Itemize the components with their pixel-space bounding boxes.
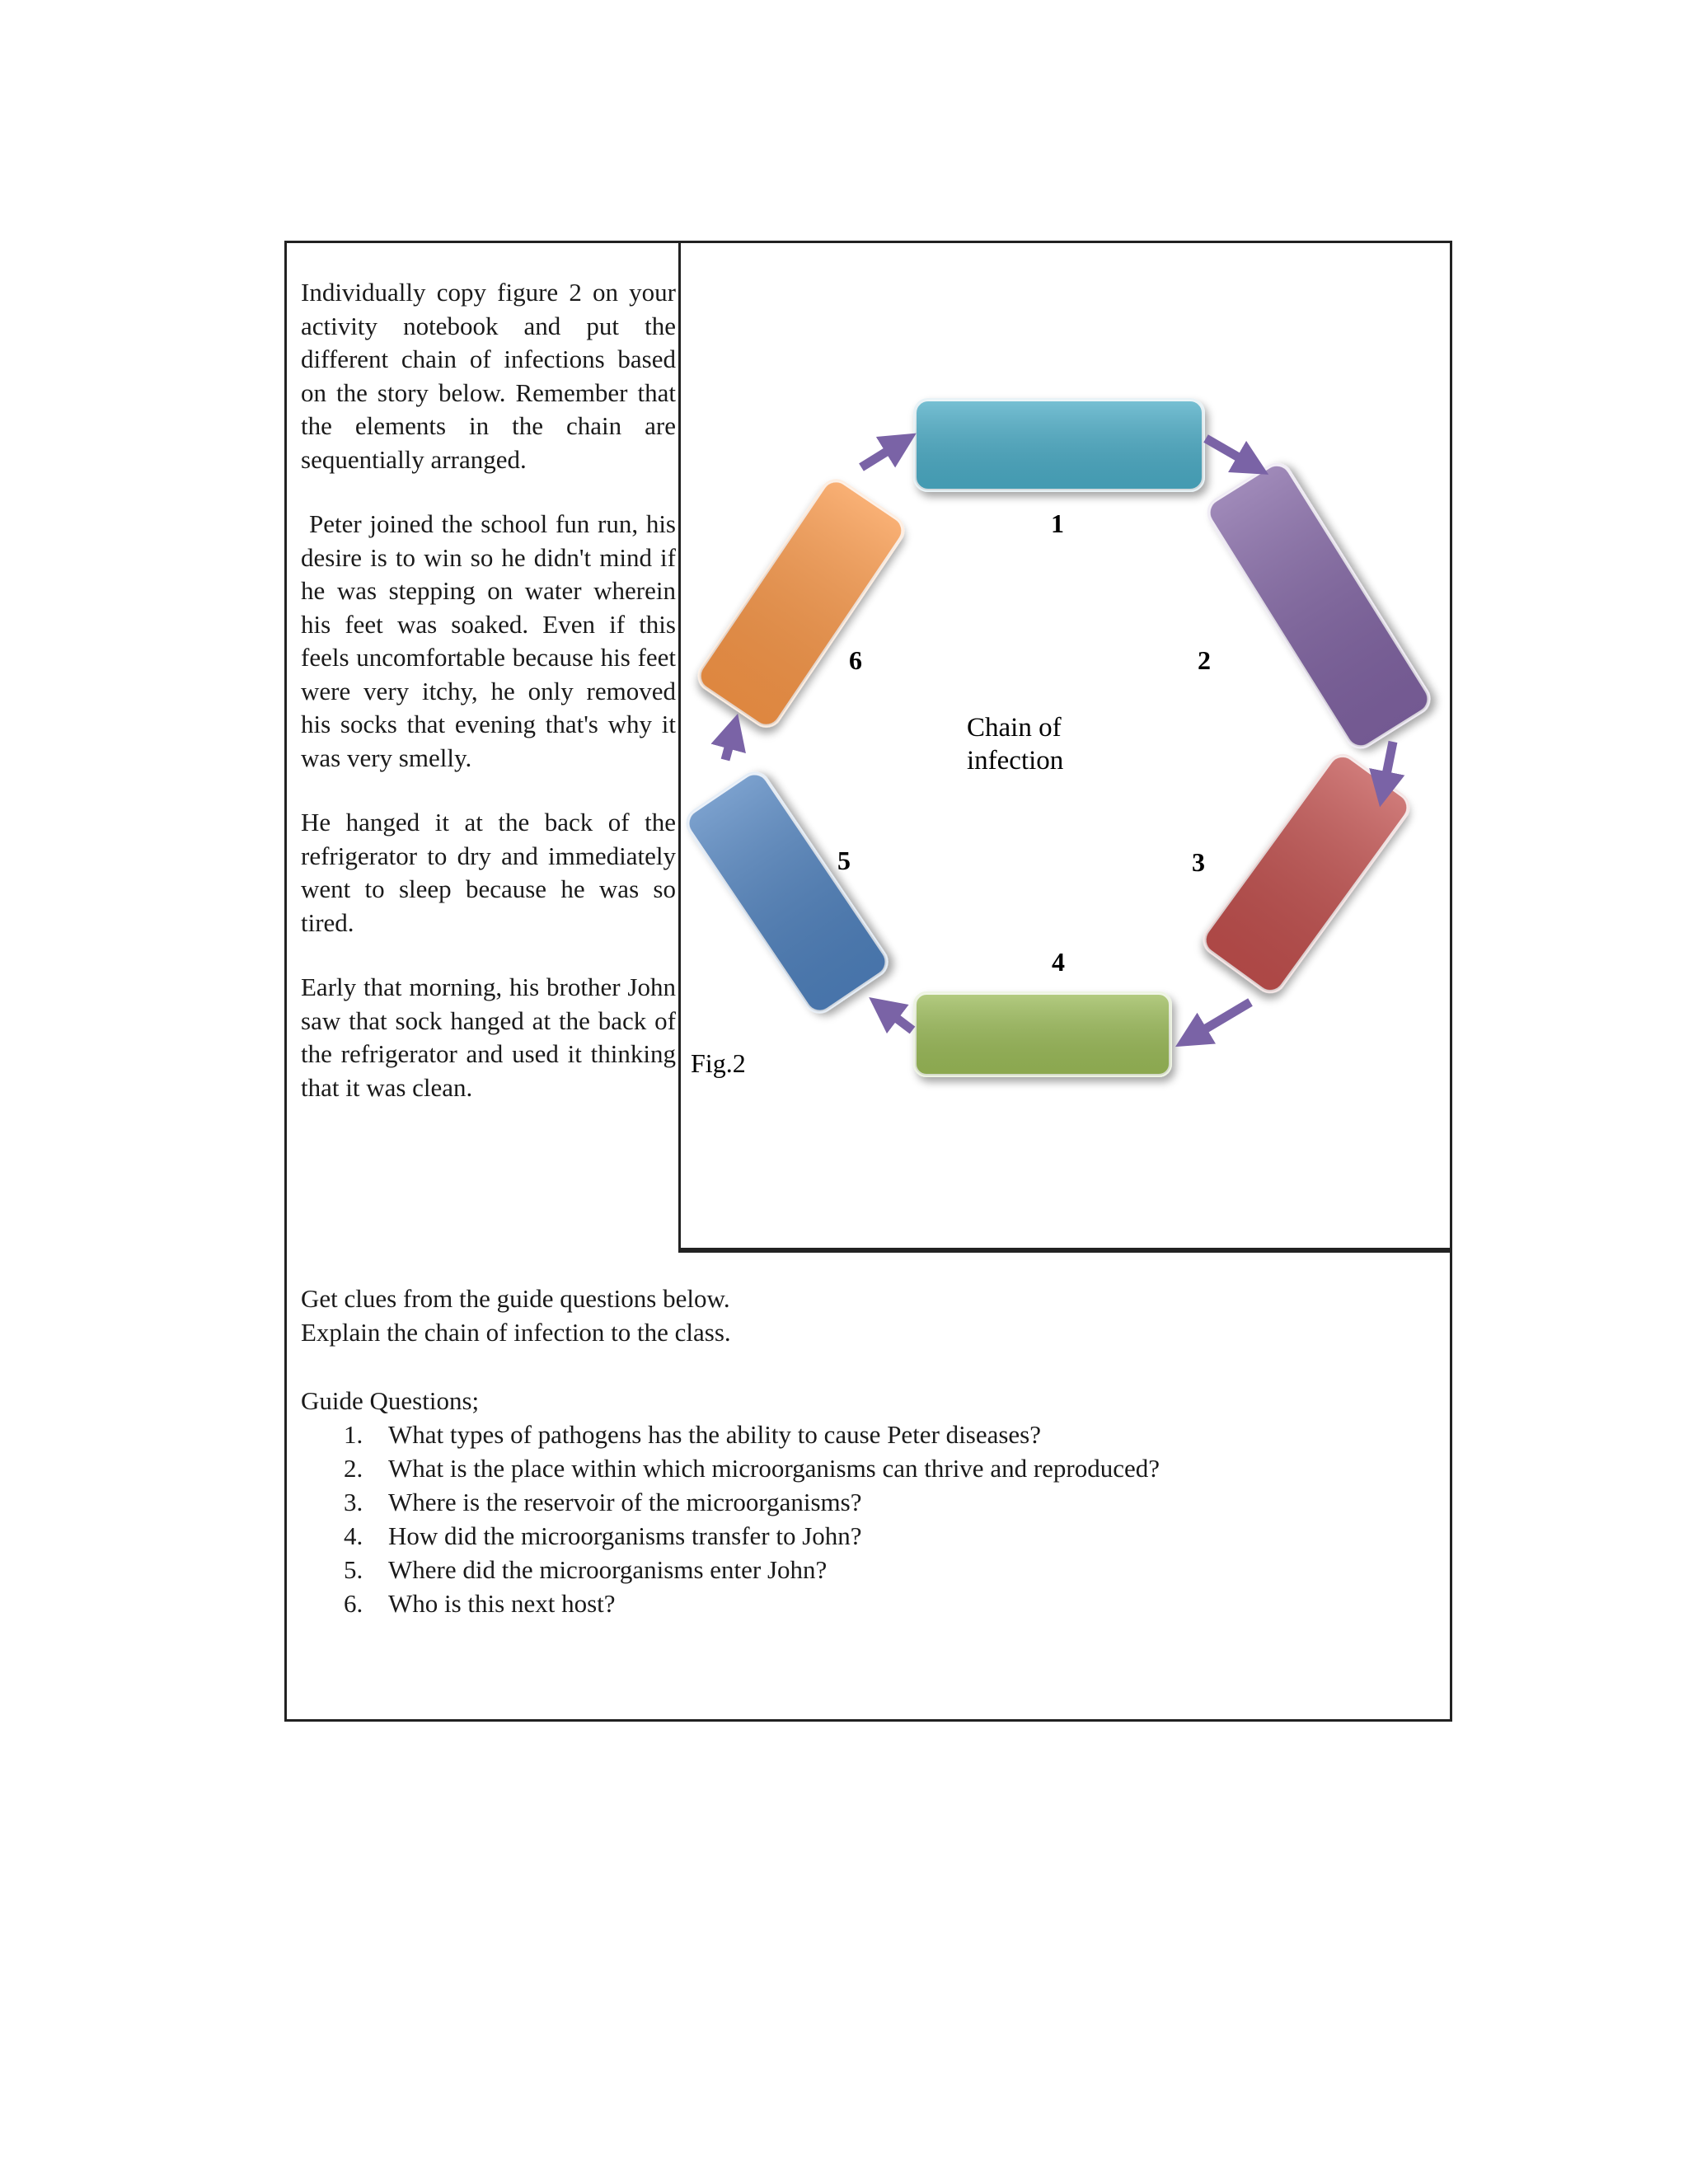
question-text: What is the place within which microorganisms can thrive and reproduced?: [388, 1454, 1160, 1483]
spacer: [301, 1349, 1414, 1384]
chain-box-6: [694, 475, 909, 731]
box-number-4: 4: [1052, 947, 1065, 977]
arrow-1-to-2: [1206, 438, 1254, 466]
question-number: 6.: [344, 1589, 363, 1618]
guide-questions-list: [301, 1418, 1414, 1620]
question-text: Who is this next host?: [388, 1589, 616, 1618]
chain-box-4: [915, 993, 1170, 1076]
story-paragraph-2: He hanged it at the back of the refrigerator to dry and immediately went to sleep because he was so tired.: [301, 808, 676, 937]
question-number: 4.: [344, 1521, 363, 1550]
arrow-4-to-5: [882, 1007, 912, 1030]
box-number-2: 2: [1198, 645, 1211, 675]
box-number-3: 3: [1192, 847, 1205, 877]
guide-question: [344, 1418, 1414, 1451]
diagram-center-label-line2: infection: [967, 746, 1064, 776]
guide-question: [344, 1553, 1414, 1586]
box-number-1: 1: [1051, 509, 1064, 538]
diagram-center-label-line1: Chain of: [967, 713, 1062, 743]
guide-question: [344, 1519, 1414, 1553]
question-number: 3.: [344, 1488, 363, 1516]
guide-question: [344, 1485, 1414, 1519]
chain-box-1: [915, 400, 1203, 490]
instructions-paragraph: Individually copy figure 2 on your activity notebook and put the different chain of infections based on the story below. Remember that the elements in the chain are sequentially arranged.: [301, 278, 676, 474]
guide-heading: Guide Questions;: [301, 1386, 480, 1415]
chain-box-2: [1203, 459, 1434, 752]
box-number-6: 6: [849, 645, 862, 675]
guide-question: [344, 1586, 1414, 1620]
arrow-3-to-4: [1189, 1002, 1250, 1038]
prompt-line-1: Get clues from the guide questions below.: [301, 1284, 730, 1313]
arrow-6-to-1: [861, 442, 903, 467]
question-number: 5.: [344, 1555, 363, 1584]
question-text: Where is the reservoir of the microorganisms?: [388, 1488, 862, 1516]
figure-label: Fig.2: [691, 1048, 746, 1078]
question-number: 2.: [344, 1454, 363, 1483]
bottom-section: [301, 1282, 1414, 1620]
arrow-5-to-6: [725, 729, 734, 760]
guide-question: [344, 1451, 1414, 1485]
question-text: What types of pathogens has the ability to cause Peter diseases?: [388, 1420, 1041, 1449]
box-number-5: 5: [837, 846, 851, 875]
question-text: How did the microorganisms transfer to John?: [388, 1521, 862, 1550]
question-text: Where did the microorganisms enter John?: [388, 1555, 828, 1584]
question-number: 1.: [344, 1420, 363, 1449]
prompt-line-2: Explain the chain of infection to the class.: [301, 1318, 731, 1347]
arrow-2-to-3: [1383, 742, 1393, 791]
story-paragraph-1: Peter joined the school fun run, his desire is to win so he didn't mind if he was stepping on water wherein his feet was soaked. Even if this feels uncomfortable because his feet were very itchy, he only removed his socks that evening that's why it was very smelly.: [301, 509, 676, 772]
chain-box-5: [682, 767, 892, 1017]
story-paragraph-3: Early that morning, his brother John saw that sock hanged at the back of the refrigerator and used it thinking that it was clean.: [301, 972, 676, 1102]
